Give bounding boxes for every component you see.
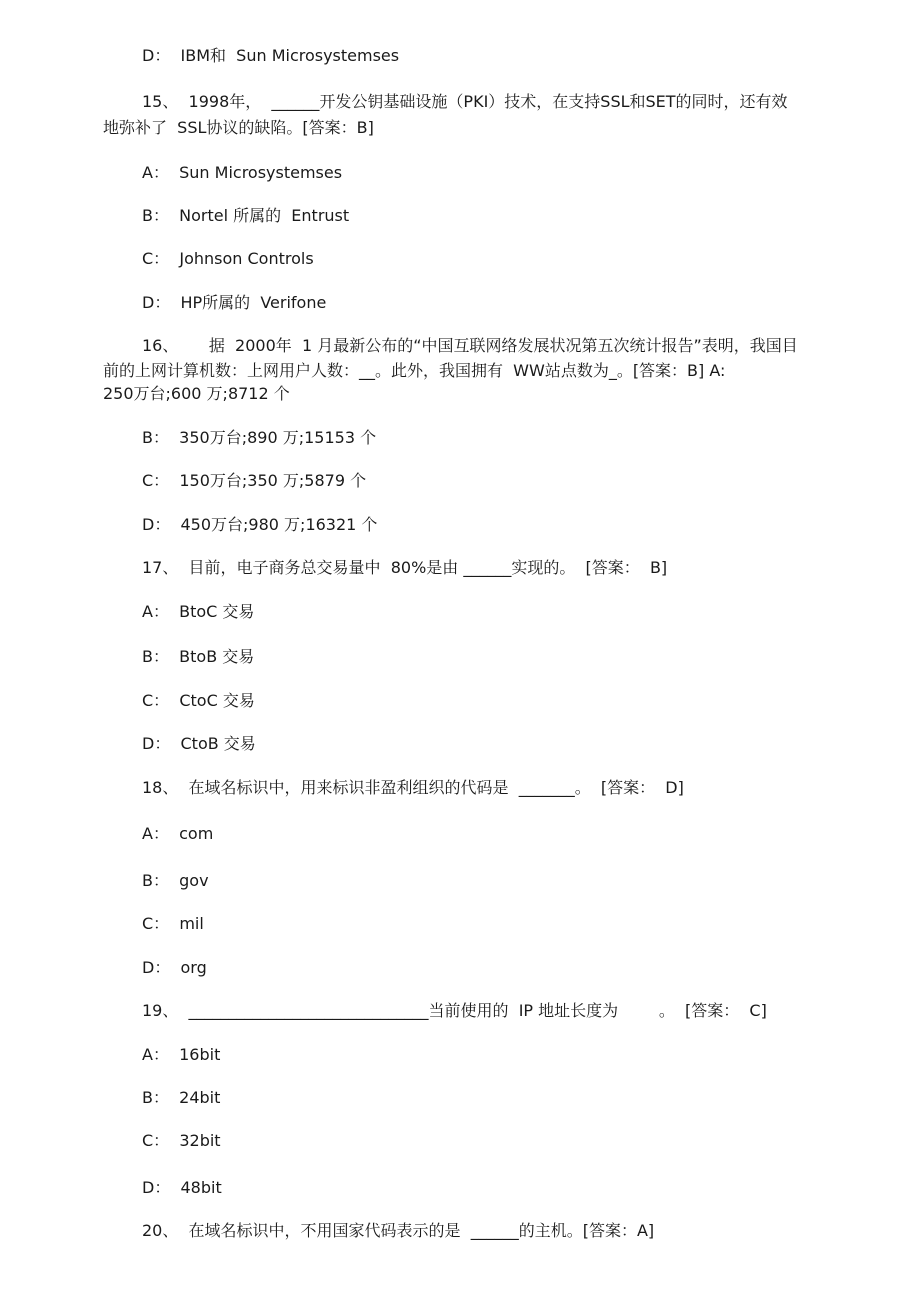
q17-option-a: A： BtoC 交易: [142, 602, 255, 621]
q19-stem: 19、 ______________________________当前使用的 IP 地址长度为 。 [答案： C]: [142, 1001, 767, 1020]
q16-stem-line-3: 250万台;600 万;8712 个: [103, 384, 290, 403]
q16-stem-line-1: 16、 据 2000年 1 月最新公布的“中国互联网络发展状况第五次统计报告”表明，我国目: [142, 336, 798, 355]
q19-option-c: C： 32bit: [142, 1131, 221, 1150]
q15-stem-line-1: 15、 1998年， ______开发公钥基础设施（PKI）技术，在支持SSL和SET的同时，还有效: [142, 92, 788, 111]
q15-option-c: C： Johnson Controls: [142, 249, 314, 268]
q16-option-d: D： 450万台;980 万;16321 个: [142, 515, 378, 534]
q16-option-b: B： 350万台;890 万;15153 个: [142, 428, 377, 447]
q14-option-d: D： IBM和 Sun Microsystemses: [142, 46, 400, 65]
q18-option-c: C： mil: [142, 914, 204, 933]
q16-option-c: C： 150万台;350 万;5879 个: [142, 471, 367, 490]
q19-option-a: A： 16bit: [142, 1045, 221, 1064]
q15-option-b: B： Nortel 所属的 Entrust: [142, 206, 350, 225]
q18-option-d: D： org: [142, 958, 207, 977]
q17-option-b: B： BtoB 交易: [142, 647, 255, 666]
q15-option-a: A： Sun Microsystemses: [142, 163, 343, 182]
q19-option-b: B： 24bit: [142, 1088, 221, 1107]
q18-option-b: B： gov: [142, 871, 209, 890]
q16-stem-line-2: 前的上网计算机数：上网用户人数：__。此外，我国拥有 WW站点数为_。[答案：B] A:: [103, 361, 726, 380]
q19-option-d: D： 48bit: [142, 1178, 222, 1197]
q20-stem: 20、 在域名标识中，不用国家代码表示的是 ______的主机。[答案：A]: [142, 1221, 655, 1240]
q17-stem: 17、 目前，电子商务总交易量中 80%是由 ______实现的。 [答案： B]: [142, 558, 668, 577]
q15-stem-line-2: 地弥补了 SSL协议的缺陷。[答案：B]: [103, 118, 374, 137]
q15-option-d: D： HP所属的 Verifone: [142, 293, 327, 312]
q18-stem: 18、 在域名标识中，用来标识非盈利组织的代码是 _______。 [答案： D]: [142, 778, 684, 797]
q17-option-d: D： CtoB 交易: [142, 734, 256, 753]
q18-option-a: A： com: [142, 824, 214, 843]
q17-option-c: C： CtoC 交易: [142, 691, 255, 710]
